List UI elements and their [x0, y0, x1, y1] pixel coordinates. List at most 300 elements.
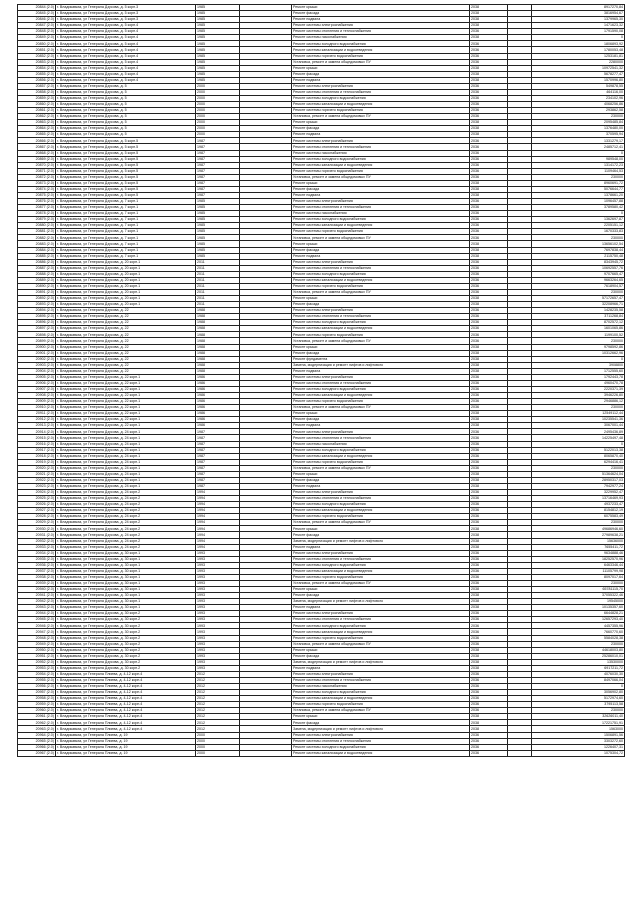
- row-address: г. Владикавказ, ул Генерала Дзусова, д. 5 корп.4: [56, 53, 196, 59]
- row-plan-year: 2036: [470, 744, 508, 750]
- row-cost: 13656102,54: [532, 241, 625, 247]
- row-plan-year: 2036: [470, 574, 508, 580]
- row-work-type: Ремонт системы канализации и водоотведения: [292, 102, 470, 108]
- row-plan-year: 2036: [470, 320, 508, 326]
- row-year: 1985: [196, 59, 240, 65]
- row-year: 2011: [196, 296, 240, 302]
- row-id: 20956 (2.0): [18, 684, 56, 690]
- row-id: 20859 (2.0): [18, 95, 56, 101]
- row-plan-year: 2038: [470, 344, 508, 350]
- row-id: 20866 (2.0): [18, 138, 56, 144]
- row-address: г. Владикавказ, ул Генерала Дзусова, д. 24 корп.1: [56, 435, 196, 441]
- row-address: г. Владикавказ, ул Генерала Дзусова, д. 22 корп.1: [56, 399, 196, 405]
- row-year: 1987: [196, 174, 240, 180]
- row-plan-year: 2038: [470, 120, 508, 126]
- row-id: 20926 (2.0): [18, 502, 56, 508]
- row-address: г. Владикавказ, ул Генерала Дзусова, д. 5 корп.3: [56, 5, 196, 11]
- row-address: г. Владикавказ, ул Генерала Дзусова, д. 22 корп.1: [56, 417, 196, 423]
- row-plan-year: 2038: [470, 423, 508, 429]
- row-id: 20889 (2.0): [18, 277, 56, 283]
- row-cost: 1506891,56: [532, 732, 625, 738]
- row-plan-year: 2038: [470, 659, 508, 665]
- row-year: 1985: [196, 247, 240, 253]
- row-cost: 11105799,98: [532, 568, 625, 574]
- row-plan-year: 2038: [470, 483, 508, 489]
- row-year: 1993: [196, 556, 240, 562]
- row-work-type: Ремонт системы электроснабжения: [292, 429, 470, 435]
- row-cost: 230000: [532, 708, 625, 714]
- row-address: г. Владикавказ, ул Генерала Дзусова, д. 22 корп.1: [56, 411, 196, 417]
- row-year: 2012: [196, 708, 240, 714]
- row-cost: 230000: [532, 641, 625, 647]
- row-work-type: Ремонт системы холодного водоснабжения: [292, 502, 470, 508]
- row-year: 1993: [196, 653, 240, 659]
- row-address: г. Владикавказ, ул Генерала Дзусова, д. 5: [56, 132, 196, 138]
- row-plan-year: 2036: [470, 738, 508, 744]
- row-cost: 25286010,01: [532, 653, 625, 659]
- row-work-type: Ремонт фасада: [292, 247, 470, 253]
- row-work-type: Ремонт фасада: [292, 720, 470, 726]
- row-address: г. Владикавказ, ул Генерала Дзусова, д. 5 корп.5: [56, 192, 196, 198]
- row-address: г. Владикавказ, ул Генерала Дзусова, д. 5: [56, 102, 196, 108]
- row-work-type: Ремонт крыши: [292, 344, 470, 350]
- row-cost: 0: [532, 684, 625, 690]
- row-id: 20916 (2.0): [18, 441, 56, 447]
- row-id: 20957 (2.0): [18, 690, 56, 696]
- row-address: г. Владикавказ, ул Генерала Дзусова, д. 30 корп.2: [56, 611, 196, 617]
- row-year: 1985: [196, 11, 240, 17]
- row-id: 20932 (2.0): [18, 538, 56, 544]
- row-year: 2000: [196, 738, 240, 744]
- row-id: 20930 (2.0): [18, 526, 56, 532]
- row-id: 20920 (2.0): [18, 465, 56, 471]
- row-year: 2012: [196, 677, 240, 683]
- row-address: г. Владикавказ, ул Генерала Дзусова, д. 22: [56, 314, 196, 320]
- row-address: г. Владикавказ, ул Генерала Дзусова, д. 30 корп.2: [56, 635, 196, 641]
- row-plan-year: 2036: [470, 702, 508, 708]
- row-year: 1994: [196, 532, 240, 538]
- row-plan-year: 2038: [470, 241, 508, 247]
- row-work-type: Ремонт системы отопления и теплоснабжения: [292, 496, 470, 502]
- row-address: г. Владикавказ, ул Генерала Дзусова, д. 5: [56, 108, 196, 114]
- row-plan-year: 2036: [470, 496, 508, 502]
- row-cost: 230000: [532, 174, 625, 180]
- row-cost: 2205151,12: [532, 223, 625, 229]
- row-plan-year: 2036: [470, 453, 508, 459]
- row-work-type: Ремонт фундамента: [292, 356, 470, 362]
- row-address: г. Владикавказ, ул Генерала Дзусова, д. 30 корп.1: [56, 593, 196, 599]
- row-cost: 18252570,96: [532, 556, 625, 562]
- row-address: г. Владикавказ, ул Генерала Дзусова, д. 30 корп.1: [56, 587, 196, 593]
- row-address: г. Владикавказ, ул Генерала Дзусова, д. 24 корп.2: [56, 496, 196, 502]
- row-address: г. Владикавказ, ул Генерала Дзусова, д. 5 корп.5: [56, 138, 196, 144]
- row-year: 1987: [196, 144, 240, 150]
- row-plan-year: 2036: [470, 708, 508, 714]
- row-work-type: Ремонт системы холодного водоснабжения: [292, 156, 470, 162]
- row-address: г. Владикавказ, ул Генерала Дзусова, д. 20 корп.1: [56, 277, 196, 283]
- row-address: г. Владикавказ, ул Генерала Дзусова, д. 24 корп.2: [56, 544, 196, 550]
- row-year: 1993: [196, 647, 240, 653]
- row-plan-year: 2036: [470, 465, 508, 471]
- row-id: 20912 (2.0): [18, 417, 56, 423]
- row-cost: 0: [532, 150, 625, 156]
- row-work-type: Ремонт системы электроснабжения: [292, 550, 470, 556]
- row-work-type: Ремонт фасада: [292, 477, 470, 483]
- row-address: г. Владикавказ, ул Генерала Дзусова, д. 30 корп.2: [56, 623, 196, 629]
- row-year: 1988: [196, 362, 240, 368]
- row-cost: 12657293,40: [532, 617, 625, 623]
- row-work-type: Установка, ремонт и замена общедомовых ПУ: [292, 641, 470, 647]
- row-year: 2012: [196, 696, 240, 702]
- row-year: 1993: [196, 665, 240, 671]
- row-address: г. Владикавказ, ул Генерала Дзусова, д. 22 корп.1: [56, 374, 196, 380]
- row-id: 20892 (2.0): [18, 296, 56, 302]
- row-year: 1987: [196, 477, 240, 483]
- row-address: г. Владикавказ, ул Генерала Дзусова, д. 5 корп.4: [56, 23, 196, 29]
- row-id: 20921 (2.0): [18, 471, 56, 477]
- row-id: 20954 (2.0): [18, 671, 56, 677]
- row-cost: 1570996,80: [532, 77, 625, 83]
- row-address: г. Владикавказ, ул Генерала Плиева, д. 4-12 корп.4: [56, 702, 196, 708]
- row-address: г. Владикавказ, ул Генерала Дзусова, д. 24 корп.1: [56, 483, 196, 489]
- row-id: 20872 (2.0): [18, 174, 56, 180]
- row-year: 1994: [196, 520, 240, 526]
- row-plan-year: 2036: [470, 405, 508, 411]
- row-cost: 9663264,65: [532, 277, 625, 283]
- row-plan-year: 2036: [470, 283, 508, 289]
- row-work-type: Ремонт системы горячего водоснабжения: [292, 283, 470, 289]
- row-address: г. Владикавказ, ул Генерала Плиева, д. 4-12 корп.4: [56, 720, 196, 726]
- row-work-type: Замена, модернизация и ремонт лифтов и лифтового: [292, 659, 470, 665]
- row-cost: 57172657,47: [532, 296, 625, 302]
- row-address: г. Владикавказ, ул Генерала Плиева, д. 4-12 корп.4: [56, 677, 196, 683]
- row-plan-year: 2036: [470, 671, 508, 677]
- row-cost: 989548,00: [532, 156, 625, 162]
- row-work-type: Ремонт крыши: [292, 180, 470, 186]
- row-plan-year: 2036: [470, 211, 508, 217]
- row-year: 1994: [196, 490, 240, 496]
- row-id: 20919 (2.0): [18, 459, 56, 465]
- row-id: 20870 (2.0): [18, 162, 56, 168]
- row-id: 20857 (2.0): [18, 83, 56, 89]
- row-work-type: Ремонт системы электроснабжения: [292, 83, 470, 89]
- row-plan-year: 2036: [470, 677, 508, 683]
- row-cost: 6917211,72: [532, 665, 625, 671]
- row-year: 2000: [196, 732, 240, 738]
- row-plan-year: 2038: [470, 411, 508, 417]
- row-id: 20961 (2.0): [18, 714, 56, 720]
- row-cost: 0: [532, 35, 625, 41]
- row-work-type: Ремонт крыши: [292, 411, 470, 417]
- row-work-type: Ремонт крыши: [292, 296, 470, 302]
- row-cost: 10972541,32: [532, 65, 625, 71]
- row-work-type: Установка, ремонт и замена общедомовых ПУ: [292, 174, 470, 180]
- row-id: 20911 (2.0): [18, 411, 56, 417]
- row-cost: 549878,55: [532, 83, 625, 89]
- row-cost: 1791590,08: [532, 29, 625, 35]
- row-year: 2000: [196, 108, 240, 114]
- row-cost: 44618003,80: [532, 647, 625, 653]
- row-year: 1993: [196, 617, 240, 623]
- row-plan-year: 2036: [470, 508, 508, 514]
- row-address: г. Владикавказ, ул Генерала Дзусова, д. 30 корп.1: [56, 556, 196, 562]
- row-work-type: Ремонт системы электроснабжения: [292, 490, 470, 496]
- row-work-type: Ремонт системы канализации и водоотведения: [292, 696, 470, 702]
- table-body: [18, 5, 625, 757]
- row-plan-year: 2036: [470, 447, 508, 453]
- row-year: 1994: [196, 544, 240, 550]
- row-year: 2011: [196, 265, 240, 271]
- row-address: г. Владикавказ, ул Генерала Дзусова, д. 5 корп.4: [56, 35, 196, 41]
- row-id: 20917 (2.0): [18, 447, 56, 453]
- row-work-type: Ремонт системы электроснабжения: [292, 138, 470, 144]
- row-year: 1988: [196, 320, 240, 326]
- row-address: г. Владикавказ, ул Генерала Дзусова, д. 24 корп.2: [56, 508, 196, 514]
- row-cost: 230000: [532, 405, 625, 411]
- row-cost: 293862,58: [532, 108, 625, 114]
- row-plan-year: 2038: [470, 726, 508, 732]
- row-work-type: Замена, модернизация и ремонт лифтов и лифтового: [292, 726, 470, 732]
- row-plan-year: 2036: [470, 580, 508, 586]
- row-id: 20860 (2.0): [18, 102, 56, 108]
- row-plan-year: 2036: [470, 490, 508, 496]
- row-year: 2012: [196, 702, 240, 708]
- row-cost: 2280000: [532, 59, 625, 65]
- row-address: г. Владикавказ, ул Генерала Дзусова, д. 24 корп.2: [56, 532, 196, 538]
- row-plan-year: 2038: [470, 653, 508, 659]
- row-year: 1994: [196, 514, 240, 520]
- row-plan-year: 2036: [470, 156, 508, 162]
- row-work-type: Ремонт системы электроснабжения: [292, 374, 470, 380]
- row-address: г. Владикавказ, ул Генерала Дзусова, д. 30 корп.2: [56, 647, 196, 653]
- row-plan-year: 2036: [470, 89, 508, 95]
- row-id: 20908 (2.0): [18, 393, 56, 399]
- row-address: г. Владикавказ, ул Генерала Дзусова, д. 5 корп.5: [56, 180, 196, 186]
- row-id: 20962 (2.0): [18, 720, 56, 726]
- row-address: г. Владикавказ, ул Генерала Дзусова, д. 7 корп.1: [56, 199, 196, 205]
- row-year: 2000: [196, 126, 240, 132]
- row-plan-year: 2036: [470, 623, 508, 629]
- row-year: 1993: [196, 568, 240, 574]
- row-work-type: Ремонт фасада: [292, 350, 470, 356]
- row-plan-year: 2038: [470, 296, 508, 302]
- row-id: 20881 (2.0): [18, 229, 56, 235]
- row-address: г. Владикавказ, ул Генерала Дзусова, д. 5 корп.3: [56, 17, 196, 23]
- row-address: г. Владикавказ, ул Генерала Дзусова, д. 24 корп.1: [56, 477, 196, 483]
- row-cost: 4937233,47: [532, 502, 625, 508]
- row-id: 20846 (2.0): [18, 17, 56, 23]
- row-plan-year: 2036: [470, 229, 508, 235]
- row-address: г. Владикавказ, ул Генерала Дзусова, д. 5 корп.4: [56, 29, 196, 35]
- row-id: 20949 (2.0): [18, 641, 56, 647]
- row-work-type: Замена, модернизация и ремонт лифтов и лифтового: [292, 599, 470, 605]
- row-plan-year: 2038: [470, 471, 508, 477]
- row-address: г. Владикавказ, ул Генерала Дзусова, д. 5 корп.4: [56, 65, 196, 71]
- row-id: 20844 (2.0): [18, 5, 56, 11]
- row-year: 2012: [196, 720, 240, 726]
- row-plan-year: 2036: [470, 308, 508, 314]
- row-id: 20941 (2.0): [18, 593, 56, 599]
- row-cost: 3303272,60: [532, 738, 625, 744]
- row-plan-year: 2038: [470, 247, 508, 253]
- row-year: 1986: [196, 423, 240, 429]
- row-work-type: Ремонт системы холодного водоснабжения: [292, 217, 470, 223]
- row-id: 20959 (2.0): [18, 702, 56, 708]
- row-plan-year: 2038: [470, 477, 508, 483]
- row-year: 2011: [196, 271, 240, 277]
- row-plan-year: 2036: [470, 629, 508, 635]
- row-work-type: Установка, ремонт и замена общедомовых ПУ: [292, 465, 470, 471]
- row-address: г. Владикавказ, ул Генерала Дзусова, д. 20 корп.1: [56, 289, 196, 295]
- row-year: 1987: [196, 435, 240, 441]
- row-id: 20910 (2.0): [18, 405, 56, 411]
- row-address: г. Владикавказ, ул Генерала Дзусова, д. 22 корп.1: [56, 423, 196, 429]
- row-plan-year: 2038: [470, 605, 508, 611]
- row-id: 20847 (2.0): [18, 23, 56, 29]
- row-work-type: Ремонт системы канализации и водоотведения: [292, 393, 470, 399]
- row-year: 1985: [196, 77, 240, 83]
- row-address: г. Владикавказ, ул Генерала Дзусова, д. 30 корп.1: [56, 568, 196, 574]
- row-id: 20907 (2.0): [18, 386, 56, 392]
- row-address: г. Владикавказ, ул Генерала Дзусова, д. 30 корп.1: [56, 605, 196, 611]
- row-id: 20966 (2.0): [18, 744, 56, 750]
- document-page: [17, 4, 624, 757]
- row-cost: 1096457,88: [532, 199, 625, 205]
- row-work-type: Ремонт системы отопления и теплоснабжения: [292, 265, 470, 271]
- row-cost: 230000: [532, 465, 625, 471]
- row-plan-year: 2036: [470, 514, 508, 520]
- row-year: 1986: [196, 393, 240, 399]
- row-address: г. Владикавказ, ул Генерала Дзусова, д. 22: [56, 308, 196, 314]
- row-id: 20867 (2.0): [18, 144, 56, 150]
- row-id: 20918 (2.0): [18, 453, 56, 459]
- row-id: 20951 (2.0): [18, 653, 56, 659]
- row-work-type: Ремонт системы отопления и теплоснабжения: [292, 314, 470, 320]
- row-year: 1993: [196, 605, 240, 611]
- row-plan-year: 2038: [470, 126, 508, 132]
- row-year: 2012: [196, 684, 240, 690]
- row-year: 2011: [196, 302, 240, 308]
- row-id: 20950 (2.0): [18, 647, 56, 653]
- row-year: 1986: [196, 405, 240, 411]
- repair-schedule-table: [17, 4, 625, 757]
- row-id: 20942 (2.0): [18, 599, 56, 605]
- row-plan-year: 2036: [470, 59, 508, 65]
- row-year: 1994: [196, 526, 240, 532]
- row-id: 20913 (2.0): [18, 423, 56, 429]
- row-cost: 4457355,96: [532, 623, 625, 629]
- row-year: 1993: [196, 611, 240, 617]
- row-plan-year: 2036: [470, 217, 508, 223]
- row-cost: 15636000: [532, 538, 625, 544]
- row-work-type: Ремонт системы горячего водоснабжения: [292, 108, 470, 114]
- row-id: 20902 (2.0): [18, 356, 56, 362]
- row-cost: 37055322,46: [532, 593, 625, 599]
- row-address: г. Владикавказ, ул Генерала Плиева, д. 4-12 корп.4: [56, 708, 196, 714]
- row-address: г. Владикавказ, ул Генерала Дзусова, д. 24 корп.2: [56, 514, 196, 520]
- row-work-type: Ремонт системы холодного водоснабжения: [292, 447, 470, 453]
- row-plan-year: 2036: [470, 259, 508, 265]
- row-year: 1993: [196, 641, 240, 647]
- row-plan-year: 2038: [470, 186, 508, 192]
- row-id: 20943 (2.0): [18, 605, 56, 611]
- row-cost: 2946886,12: [532, 399, 625, 405]
- row-cost: 51364624,04: [532, 471, 625, 477]
- row-id: 20882 (2.0): [18, 235, 56, 241]
- row-work-type: Ремонт системы канализации и водоотведения: [292, 629, 470, 635]
- row-address: г. Владикавказ, ул Генерала Дзусова, д. 24 корп.1: [56, 471, 196, 477]
- row-address: г. Владикавказ, ул Генерала Дзусова, д. 22: [56, 338, 196, 344]
- row-id: 20874 (2.0): [18, 186, 56, 192]
- row-year: 2011: [196, 259, 240, 265]
- row-address: г. Владикавказ, ул Генерала Плиева, д. 4-12 корп.4: [56, 714, 196, 720]
- row-plan-year: 2036: [470, 568, 508, 574]
- row-year: 2011: [196, 283, 240, 289]
- row-work-type: Замена, модернизация и ремонт лифтов и лифтового: [292, 362, 470, 368]
- row-address: г. Владикавказ, ул Генерала Дзусова, д. 5: [56, 83, 196, 89]
- row-id: 20958 (2.0): [18, 696, 56, 702]
- row-plan-year: 2036: [470, 502, 508, 508]
- row-work-type: Установка, ремонт и замена общедомовых ПУ: [292, 405, 470, 411]
- row-address: г. Владикавказ, ул Генерала Дзусова, д. 20 корп.1: [56, 296, 196, 302]
- row-address: г. Владикавказ, ул Генерала Плиева, д. 4-12 корп.4: [56, 690, 196, 696]
- row-cost: 2495436,89: [532, 429, 625, 435]
- row-plan-year: 2036: [470, 562, 508, 568]
- row-plan-year: 2036: [470, 205, 508, 211]
- row-year: 1988: [196, 314, 240, 320]
- row-plan-year: 2036: [470, 265, 508, 271]
- row-plan-year: 2038: [470, 417, 508, 423]
- row-year: 2011: [196, 277, 240, 283]
- row-year: 1988: [196, 332, 240, 338]
- row-work-type: Ремонт крыши: [292, 526, 470, 532]
- row-plan-year: 2038: [470, 362, 508, 368]
- row-id: 20964 (2.0): [18, 732, 56, 738]
- row-id: 20888 (2.0): [18, 271, 56, 277]
- row-work-type: Ремонт системы горячего водоснабжения: [292, 574, 470, 580]
- row-plan-year: 2036: [470, 95, 508, 101]
- row-cost: 3816954,67: [532, 11, 625, 17]
- row-year: 1993: [196, 635, 240, 641]
- row-cost: 1226407,31: [532, 744, 625, 750]
- row-cost: 1428235,58: [532, 308, 625, 314]
- row-plan-year: 2038: [470, 17, 508, 23]
- row-cost: 1314172,23: [532, 162, 625, 168]
- row-address: г. Владикавказ, ул Генерала Дзусова, д. 30 корп.1: [56, 599, 196, 605]
- row-cost: 4068256,86: [532, 102, 625, 108]
- row-id: 20862 (2.0): [18, 114, 56, 120]
- row-id: 20927 (2.0): [18, 508, 56, 514]
- row-work-type: Ремонт подвала: [292, 665, 470, 671]
- row-cost: 1601065,86: [532, 326, 625, 332]
- row-year: 1993: [196, 587, 240, 593]
- row-cost: 230000: [532, 235, 625, 241]
- row-cost: 2095485,84: [532, 120, 625, 126]
- row-cost: 17221751,91: [532, 720, 625, 726]
- row-work-type: Ремонт системы газоснабжения: [292, 150, 470, 156]
- row-id: 20909 (2.0): [18, 399, 56, 405]
- row-work-type: Ремонт системы электроснабжения: [292, 732, 470, 738]
- row-cost: 1806893,92: [532, 41, 625, 47]
- row-year: 1993: [196, 629, 240, 635]
- row-work-type: Ремонт подвала: [292, 605, 470, 611]
- row-work-type: Установка, ремонт и замена общедомовых ПУ: [292, 520, 470, 526]
- row-plan-year: 2038: [470, 538, 508, 544]
- row-address: г. Владикавказ, ул Генерала Дзусова, д. 5 корп.5: [56, 144, 196, 150]
- row-id: 20922 (2.0): [18, 477, 56, 483]
- row-plan-year: 2036: [470, 556, 508, 562]
- row-id: 20931 (2.0): [18, 532, 56, 538]
